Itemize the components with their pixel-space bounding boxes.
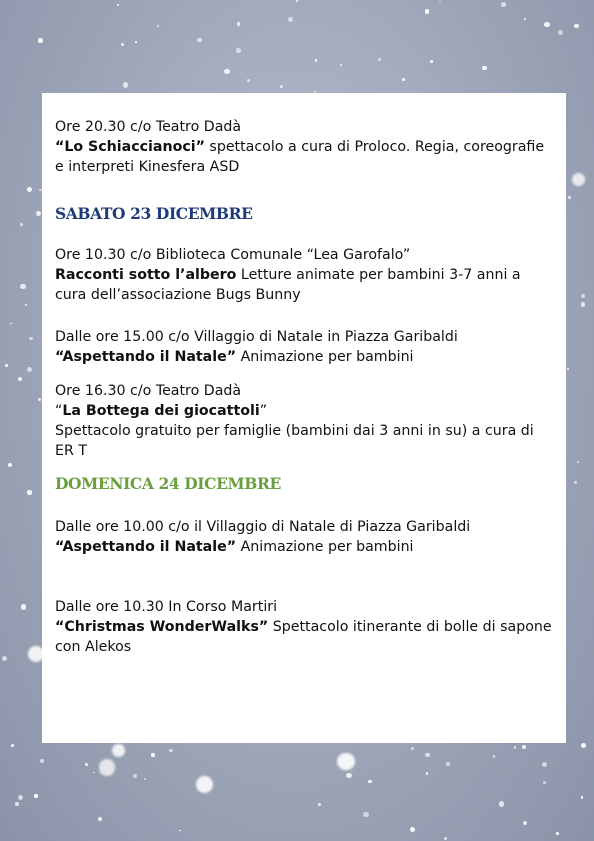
event-aspettando-domenica: [55, 517, 554, 557]
snowflake: [169, 749, 172, 752]
snowflake: [157, 25, 159, 27]
snowflake: [15, 802, 18, 805]
snowflake: [567, 368, 569, 370]
snowflake: [411, 747, 415, 751]
snowflake: [288, 17, 293, 22]
snowflake: [426, 772, 429, 775]
snowflake: [151, 753, 155, 757]
snowflake: [34, 794, 38, 798]
snowflake: [501, 2, 505, 6]
snowflake: [514, 746, 516, 748]
event-description: [55, 265, 554, 305]
snowflake: [11, 744, 14, 747]
snowflake: [581, 743, 586, 748]
snowflake: [21, 604, 26, 609]
snowflake: [340, 64, 342, 66]
snowflake: [135, 41, 137, 43]
snowflake: [568, 196, 571, 199]
event-desc: Animazione per bambini: [236, 539, 414, 555]
event-aspettando-sabato: [55, 327, 554, 367]
snowflake: [523, 821, 527, 825]
snowflake: [574, 24, 579, 29]
snowflake: [425, 753, 429, 757]
snowflake: [20, 223, 23, 226]
snowflake: [36, 211, 41, 216]
snowflake: [430, 60, 433, 63]
event-desc: Animazione per bambini: [236, 349, 414, 365]
snowflake: [337, 753, 354, 770]
snowflake: [38, 38, 42, 42]
event-title-line: [55, 401, 554, 421]
event-title: “Aspettando il Natale”: [55, 349, 237, 365]
snowflake: [98, 817, 102, 821]
snowflake: [446, 762, 450, 766]
snowflake: [99, 759, 116, 776]
snowflake: [581, 302, 586, 307]
snowflake: [543, 781, 546, 784]
event-desc: spettacolo a cura di Proloco. Regia, coreografie e interpreti Kinesfera ASD: [55, 139, 545, 175]
event-title: “Lo Schiaccianoci”: [55, 139, 205, 155]
snowflake: [40, 759, 44, 763]
event-time-place: Dalle ore 10.30 In Corso Martiri: [55, 599, 278, 615]
event-desc: Letture animate per bambini 3-7 anni a cura dell’associazione Bugs Bunny: [55, 267, 521, 303]
snowflake: [574, 481, 577, 484]
snowflake: [439, 1, 441, 3]
event-title: La Bottega dei giocattoli: [62, 403, 260, 419]
snowflake: [27, 367, 32, 372]
event-description: [55, 137, 554, 177]
snowflake: [378, 58, 381, 61]
event-title: “Christmas WonderWalks”: [55, 619, 269, 635]
event-description: [55, 617, 554, 657]
event-desc: Spettacolo itinerante di bolle di sapone con Alekos: [55, 619, 552, 655]
event-desc: Spettacolo gratuito per famiglie (bambini dai 3 anni in su) a cura di ER T: [55, 423, 534, 459]
event-description: [55, 537, 554, 557]
snowflake: [247, 79, 250, 82]
event-time-place: Ore 16.30 c/o Teatro Dadà: [55, 383, 242, 399]
snowflake: [280, 85, 283, 88]
snowflake: [558, 30, 563, 35]
event-time-place: Dalle ore 10.00 c/o il Villaggio di Natale di Piazza Garibaldi: [55, 519, 471, 535]
snowflake: [224, 69, 229, 74]
snowflake: [197, 38, 201, 42]
snowflake: [25, 304, 28, 307]
event-lo-schiaccianoci: [55, 117, 554, 177]
snowflake: [5, 364, 9, 368]
quote-close: ”: [259, 403, 268, 419]
snowflake: [123, 82, 128, 87]
quote-open: “: [55, 403, 63, 419]
snowflake: [493, 755, 496, 758]
snowflake: [29, 337, 32, 340]
snowflake: [133, 774, 137, 778]
day-heading-sunday: DOMENICA 24 DICEMBRE: [55, 474, 281, 493]
snowflake: [444, 837, 447, 840]
snowflake: [10, 323, 12, 325]
snowflake: [2, 656, 7, 661]
snowflake: [368, 780, 372, 784]
snowflake: [27, 187, 32, 192]
snowflake: [556, 832, 559, 835]
snowflake: [522, 745, 526, 749]
snowflake: [121, 43, 124, 46]
snowflake: [196, 776, 213, 793]
snowflake: [581, 796, 584, 799]
snowflake: [179, 830, 181, 832]
snowflake: [572, 173, 585, 186]
snowflake: [18, 795, 23, 800]
snowflake: [237, 22, 240, 25]
event-time-place: Dalle ore 15.00 c/o Villaggio di Natale in Piazza Garibaldi: [55, 329, 458, 345]
event-wonderwalks: [55, 597, 554, 657]
snowflake: [425, 9, 429, 13]
snowflake: [499, 801, 504, 806]
snowflake: [20, 284, 25, 289]
event-description: [55, 347, 554, 367]
event-title: “Aspettando il Natale”: [55, 539, 237, 555]
snowflake: [544, 22, 549, 27]
snowflake: [27, 490, 31, 494]
event-title: Racconti sotto l’albero: [55, 267, 237, 283]
program-card: [42, 93, 566, 743]
snowflake: [577, 461, 580, 464]
snowflake: [296, 0, 298, 2]
snowflake: [85, 763, 88, 766]
snowflake: [318, 803, 321, 806]
snowflake: [402, 78, 405, 81]
event-racconti: [55, 245, 554, 305]
snowflake: [363, 812, 368, 817]
event-bottega: [55, 381, 554, 461]
snowflake: [112, 744, 125, 757]
snowflake: [315, 59, 318, 62]
event-time-place: Ore 10.30 c/o Biblioteca Comunale “Lea Garofalo”: [55, 247, 411, 263]
snowflake: [8, 463, 12, 467]
snowflake: [93, 772, 95, 774]
snowflake: [117, 4, 120, 7]
snowflake: [482, 66, 486, 70]
day-heading-saturday: SABATO 23 DICEMBRE: [55, 204, 253, 223]
snowflake: [581, 294, 585, 298]
snowflake: [542, 762, 547, 767]
snowflake: [144, 778, 146, 780]
snowflake: [410, 827, 415, 832]
snowflake: [524, 18, 526, 20]
snowflake: [18, 377, 23, 382]
snowflake: [38, 398, 41, 401]
event-time-place: Ore 20.30 c/o Teatro Dadà: [55, 119, 242, 135]
snowflake: [236, 48, 240, 52]
snowflake: [346, 773, 351, 778]
